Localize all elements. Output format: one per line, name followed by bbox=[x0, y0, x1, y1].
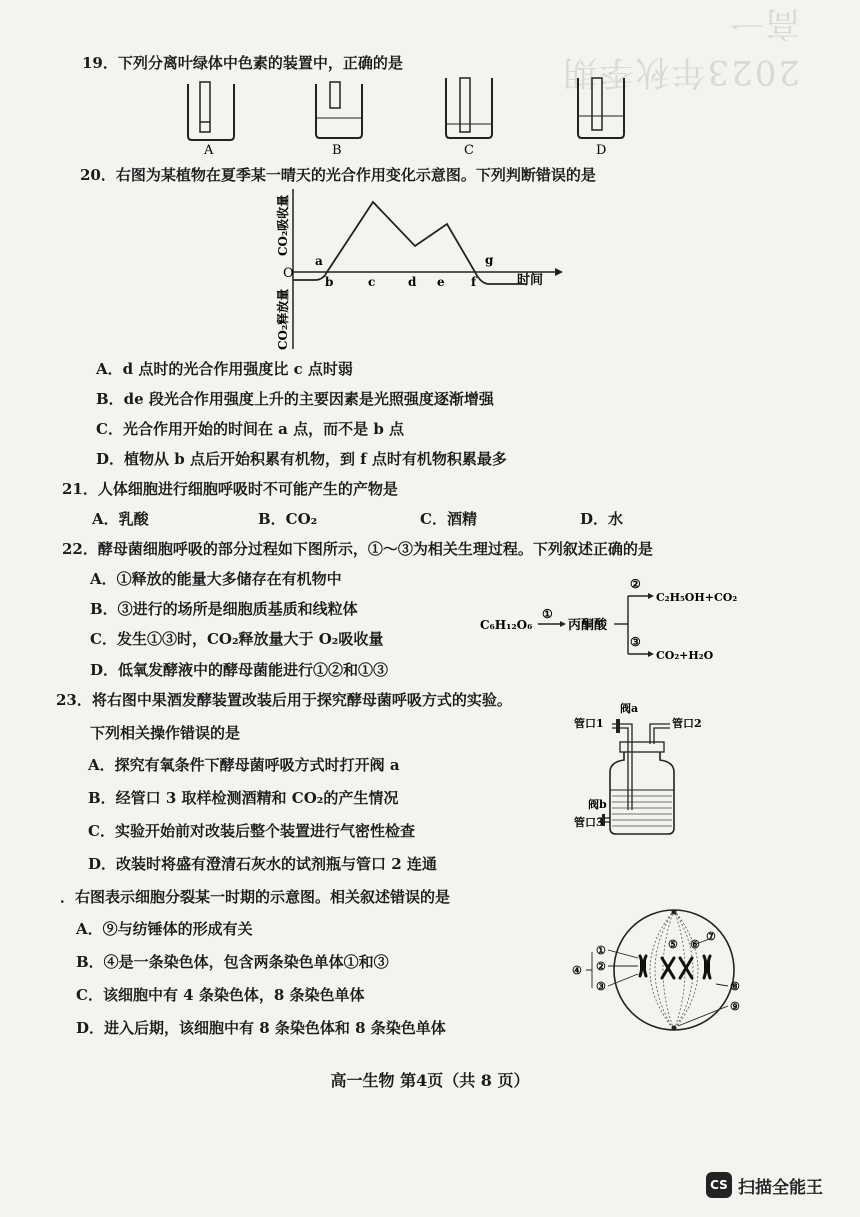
point-a: a bbox=[315, 254, 323, 268]
cell-label-7: ⑦ bbox=[706, 930, 716, 943]
q20-option-b[interactable]: B．de 段光合作用强度上升的主要因素是光照强度逐渐增强 bbox=[96, 390, 494, 408]
q23-option-d[interactable]: D．改装时将盛有澄清石灰水的试剂瓶与管口 2 连通 bbox=[88, 855, 437, 873]
q21-stem: 21．人体细胞进行细胞呼吸时不可能产生的产物是 bbox=[62, 480, 398, 498]
q23-device bbox=[574, 700, 734, 840]
cell-label-8: ⑧ bbox=[730, 980, 740, 993]
cell-label-4: ④ bbox=[572, 964, 582, 977]
point-e: e bbox=[437, 275, 445, 289]
q20-option-c[interactable]: C．光合作用开始的时间在 a 点，而不是 b 点 bbox=[96, 420, 405, 438]
cell-label-2: ② bbox=[596, 960, 606, 973]
q22-option-c[interactable]: C．发生①③时，CO₂释放量大于 O₂吸收量 bbox=[90, 630, 384, 648]
product2-label: C₂H₅OH+CO₂ bbox=[656, 591, 738, 604]
pyruvate-label: 丙酮酸 bbox=[568, 618, 608, 633]
q21-option-b[interactable]: B．CO₂ bbox=[258, 510, 318, 528]
label-d: D bbox=[596, 143, 607, 158]
step2-label: ② bbox=[630, 577, 641, 591]
port2-label: 管口2 bbox=[672, 717, 702, 730]
q24-option-d[interactable]: D．进入后期，该细胞中有 8 条染色体和 8 条染色单体 bbox=[76, 1019, 446, 1037]
q19-beakers bbox=[180, 76, 640, 158]
origin-label: O bbox=[283, 266, 294, 281]
y-up-label: CO₂吸收量 bbox=[276, 194, 290, 256]
q24-option-a[interactable]: A．⑨与纺锤体的形成有关 bbox=[76, 920, 253, 938]
q23-option-a[interactable]: A．探究有氧条件下酵母菌呼吸方式时打开阀 a bbox=[88, 756, 400, 774]
step1-label: ① bbox=[542, 607, 553, 621]
point-d: d bbox=[408, 275, 417, 289]
label-a: A bbox=[204, 143, 214, 158]
q23-stem: 23．将右图中果酒发酵装置改装后用于探究酵母菌呼吸方式的实验。 bbox=[56, 691, 512, 709]
beaker-b bbox=[316, 82, 362, 158]
q22-stem: 22．酵母菌细胞呼吸的部分过程如下图所示，①～③为相关生理过程。下列叙述正确的是 bbox=[62, 540, 653, 558]
page-footer: 高一生物 第4页（共 8 页） bbox=[330, 1071, 530, 1090]
q24-stem: ．右图表示细胞分裂某一时期的示意图。相关叙述错误的是 bbox=[60, 888, 451, 906]
bleed-through-text: 2023年秋季期高一 bbox=[561, 3, 800, 92]
q22-option-d[interactable]: D．低氧发酵液中的酵母菌能进行①②和①③ bbox=[90, 661, 389, 679]
q24-option-b[interactable]: B．④是一条染色体，包含两条染色单体①和③ bbox=[76, 953, 389, 971]
q20-option-d[interactable]: D．植物从 b 点后开始积累有机物，到 f 点时有机物积累最多 bbox=[96, 450, 507, 468]
q19-stem: 19．下列分离叶绿体中色素的装置中，正确的是 bbox=[82, 54, 403, 72]
label-b: B bbox=[332, 143, 342, 158]
scanner-brand-name: 扫描全能王 bbox=[738, 1177, 823, 1198]
cell-label-9: ⑨ bbox=[730, 1000, 740, 1013]
x-label: 时间 bbox=[517, 273, 544, 288]
spindle-fibers bbox=[650, 910, 698, 1030]
q21-option-c[interactable]: C．酒精 bbox=[420, 510, 477, 528]
q22-diagram bbox=[480, 574, 760, 670]
port3-label: 管口3 bbox=[574, 816, 604, 829]
glucose-label: C₆H₁₂O₆ bbox=[480, 618, 533, 632]
q21-option-a[interactable]: A．乳酸 bbox=[92, 510, 149, 528]
cell-label-3: ③ bbox=[596, 980, 606, 993]
q23-option-c[interactable]: C．实验开始前对改装后整个装置进行气密性检查 bbox=[88, 822, 415, 840]
cell-label-5: ⑤ bbox=[668, 938, 678, 951]
q24-option-c[interactable]: C．该细胞中有 4 条染色体，8 条染色单体 bbox=[76, 986, 365, 1004]
q20-option-a[interactable]: A．d 点时的光合作用强度比 c 点时弱 bbox=[96, 360, 353, 378]
point-g: g bbox=[485, 253, 494, 267]
step3-label: ③ bbox=[630, 635, 641, 649]
beaker-c bbox=[446, 78, 492, 158]
cell-label-6: ⑥ bbox=[690, 938, 700, 951]
q23-option-b[interactable]: B．经管口 3 取样检测酒精和 CO₂的产生情况 bbox=[88, 789, 399, 807]
product3-label: CO₂+H₂O bbox=[656, 649, 714, 662]
q21-option-d[interactable]: D．水 bbox=[580, 510, 624, 528]
point-f: f bbox=[471, 275, 477, 289]
scanner-watermark bbox=[706, 1172, 823, 1198]
port1-label: 管口1 bbox=[574, 717, 604, 730]
valve-b-label: 阀b bbox=[588, 798, 607, 811]
y-down-label: CO₂释放量 bbox=[276, 288, 290, 350]
chromosomes bbox=[640, 956, 710, 978]
valve-a-label: 阀a bbox=[620, 702, 639, 715]
beaker-d bbox=[578, 78, 624, 158]
camscanner-logo-icon: CS bbox=[706, 1172, 732, 1198]
cell-label-1: ① bbox=[596, 944, 606, 957]
point-b: b bbox=[325, 275, 334, 289]
q22-option-b[interactable]: B．③进行的场所是细胞质基质和线粒体 bbox=[90, 600, 358, 618]
label-c: C bbox=[464, 143, 474, 158]
q24-cell-diagram bbox=[566, 904, 766, 1044]
cell-membrane bbox=[614, 910, 734, 1030]
beaker-a bbox=[188, 82, 234, 158]
point-c: c bbox=[368, 275, 376, 289]
q23-stem2: 下列相关操作错误的是 bbox=[90, 724, 241, 742]
q22-option-a[interactable]: A．①释放的能量大多储存在有机物中 bbox=[90, 570, 342, 588]
q20-stem: 20．右图为某植物在夏季某一晴天的光合作用变化示意图。下列判断错误的是 bbox=[80, 166, 596, 184]
q20-graph bbox=[265, 184, 565, 354]
